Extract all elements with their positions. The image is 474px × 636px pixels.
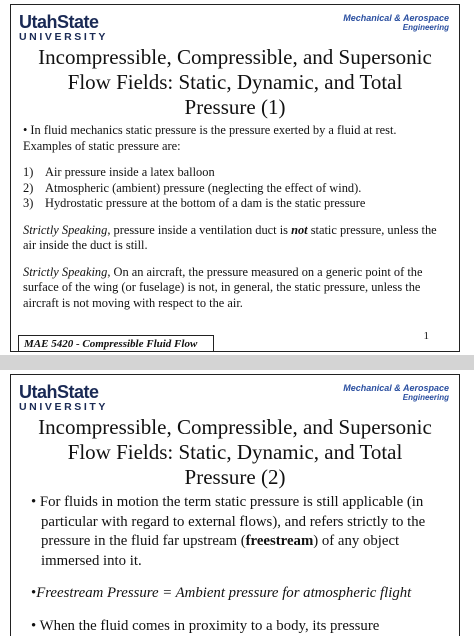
slide-body <box>41 493 445 636</box>
mae-logo: Mechanical & Aerospace Engineering <box>329 383 449 403</box>
page-separator <box>0 355 474 370</box>
slide-2 <box>10 374 460 636</box>
utah-state-logo: UtahState UNIVERSITY <box>19 13 93 43</box>
page-number: 1 <box>424 330 430 342</box>
freestream-definition: •Freestream Pressure = Ambient pressure for atmospheric flight <box>31 584 445 604</box>
list-item: 2) Atmospheric (ambient) pressure (neglecting the effect of wind). <box>23 181 443 197</box>
list-item: 3) Hydrostatic pressure at the bottom of a dam is the static pressure <box>23 196 443 212</box>
list-item: 1) Air pressure inside a latex balloon <box>23 165 443 181</box>
utah-state-logo: UtahState UNIVERSITY <box>19 383 93 413</box>
freestream-paragraph: • For fluids in motion the term static pressure is still applicable (in particular with regard to external flows), and refers strictly to the pressure in the fluid far upstream (freestream) of any object immersed into it. <box>41 493 445 571</box>
slide-title: Incompressible, Compressible, and Supersonic Flow Fields: Static, Dynamic, and Total Pressure (2) <box>31 415 439 490</box>
strictly-speaking-aircraft: Strictly Speaking, On an aircraft, the pressure measured on a generic point of the surface of the wing (or fuselage) is not, in general, the static pressure, unless the aircraft is not moving with respect to the air. <box>23 265 443 312</box>
strictly-speaking-duct: Strictly Speaking, pressure inside a ventilation duct is not static pressure, unless the air inside the duct is still. <box>23 223 443 254</box>
mae-logo: Mechanical & Aerospace Engineering <box>329 13 449 33</box>
intro-paragraph: • In fluid mechanics static pressure is the pressure exerted by a fluid at rest. Examples of static pressure are: <box>23 123 443 154</box>
proximity-paragraph: • When the fluid comes in proximity to a body, its pressure <box>31 617 445 636</box>
course-footer: MAE 5420 - Compressible Fluid Flow <box>18 335 214 351</box>
slide-body <box>23 123 443 311</box>
slide-1 <box>10 4 460 352</box>
slide-title: Incompressible, Compressible, and Supersonic Flow Fields: Static, Dynamic, and Total Pressure (1) <box>31 45 439 120</box>
